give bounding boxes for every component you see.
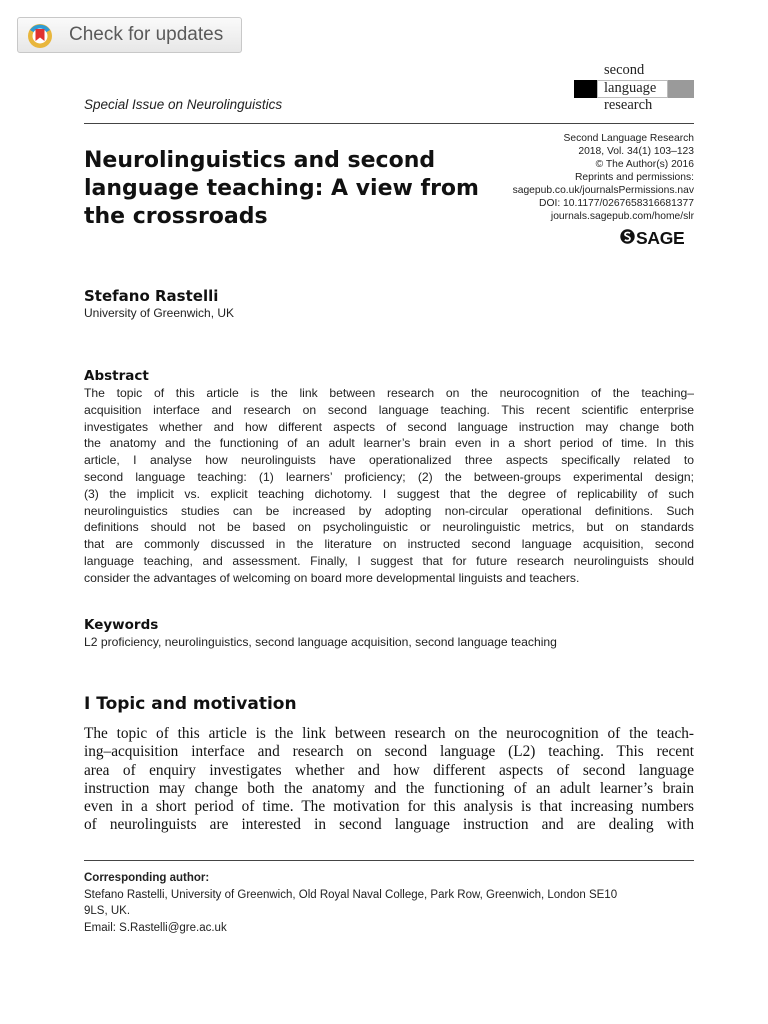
corresponding-author-email[interactable]: Email: S.Rastelli@gre.ac.uk bbox=[84, 921, 227, 934]
section-text bbox=[84, 725, 694, 835]
abstract-line: language teaching, and assessment. Finally, I suggest that for future research neurolinguists should bbox=[84, 553, 694, 568]
check-for-updates-button[interactable] bbox=[17, 17, 242, 53]
abstract-heading: Abstract bbox=[84, 368, 149, 384]
author-affiliation: University of Greenwich, UK bbox=[84, 306, 235, 320]
special-issue-label: Special Issue on Neurolinguistics bbox=[84, 97, 283, 112]
sage-logo bbox=[620, 228, 694, 250]
body-line: The topic of this article is the link between research on the neurocognition of the teach- bbox=[84, 725, 694, 742]
body-line: ing–acquisition interface and research on second language (L2) teaching. This recent bbox=[84, 743, 694, 761]
abstract-line: (3) the implicit vs. explicit teaching dichotomy. I suggest that the degree of replicability of such bbox=[84, 486, 694, 501]
abstract-line: neurolinguistics studies can be increased by adopting non-circular operational definitions. Such bbox=[84, 503, 694, 518]
journal-name: Second Language Research bbox=[563, 133, 694, 144]
reprints-label: Reprints and permissions: bbox=[574, 172, 694, 183]
body-line: of neurolinguists are interested in second language instruction and are dealing with bbox=[84, 816, 694, 834]
check-for-updates-label: Check for updates bbox=[69, 24, 224, 45]
section-heading: I Topic and motivation bbox=[84, 694, 297, 714]
permissions-link[interactable]: sagepub.co.uk/journalsPermissions.nav bbox=[512, 185, 694, 196]
corresponding-author-note bbox=[84, 870, 694, 936]
header-divider bbox=[84, 123, 694, 124]
keywords-heading: Keywords bbox=[84, 617, 159, 633]
body-line: instruction may change both the anatomy and the functioning of an adult learner’s brain bbox=[84, 779, 694, 797]
article-title bbox=[84, 147, 524, 231]
sage-icon bbox=[620, 229, 635, 244]
publisher-name: SAGE bbox=[636, 228, 685, 248]
abstract-line: consider the advantages of welcoming on board more developmental linguists and teachers. bbox=[84, 570, 580, 585]
abstract-line: that are commonly discussed in the literature on instructed second language acquisition, second bbox=[84, 537, 694, 552]
copyright: © The Author(s) 2016 bbox=[595, 159, 694, 170]
abstract-line: definitions should not be based on psycholinguistic or neurolinguistic metrics, but on standards bbox=[84, 520, 694, 535]
keywords-text: L2 proficiency, neurolinguistics, second language acquisition, second language teaching bbox=[84, 635, 557, 649]
crossmark-icon bbox=[24, 22, 58, 50]
doi[interactable]: DOI: 10.1177/0267658316681377 bbox=[539, 198, 694, 209]
journal-logo-word-2: language bbox=[604, 80, 657, 96]
abstract-line: acquisition interface and research on second language teaching. This recent scientific enterprise bbox=[84, 402, 694, 417]
abstract-line: The topic of this article is the link between research on the neurocognition of the teaching– bbox=[84, 386, 694, 400]
abstract-line: the anatomy and the functioning of an adult learner’s brain even in a short period of time. In this bbox=[84, 436, 694, 451]
footnote-divider bbox=[84, 860, 694, 861]
corresponding-author-address: Stefano Rastelli, University of Greenwich, Old Royal Naval College, Park Row, Greenwich, London SE10 bbox=[84, 888, 618, 901]
abstract-text bbox=[84, 385, 694, 587]
corresponding-author-address-cont: 9LS, UK. bbox=[84, 905, 131, 917]
abstract-line: investigates whether and how different aspects of second language instruction may change both bbox=[84, 419, 694, 434]
journal-logo-word-3: research bbox=[604, 97, 653, 113]
abstract-line: article, I analyse how neurolinguists have operationalized three aspects specifically related to bbox=[84, 453, 694, 468]
abstract-line: second language teaching: (1) learners’ proficiency; (2) the between-groups experimental design; bbox=[84, 469, 694, 484]
journal-url[interactable]: journals.sagepub.com/home/slr bbox=[550, 211, 694, 222]
title-line: Neurolinguistics and second bbox=[84, 148, 436, 173]
title-line: language teaching: A view from bbox=[84, 176, 479, 201]
volume-info: 2018, Vol. 34(1) 103–123 bbox=[578, 146, 694, 157]
author-name: Stefano Rastelli bbox=[84, 287, 219, 305]
title-line: the crossroads bbox=[84, 204, 268, 229]
body-line: even in a short period of time. The motivation for this analysis is that increasing numbers bbox=[84, 798, 694, 816]
corresponding-author-heading: Corresponding author: bbox=[84, 872, 210, 884]
journal-logo-word-1: second bbox=[604, 62, 645, 78]
body-line: area of enquiry investigates whether and how different aspects of second language bbox=[84, 761, 694, 779]
